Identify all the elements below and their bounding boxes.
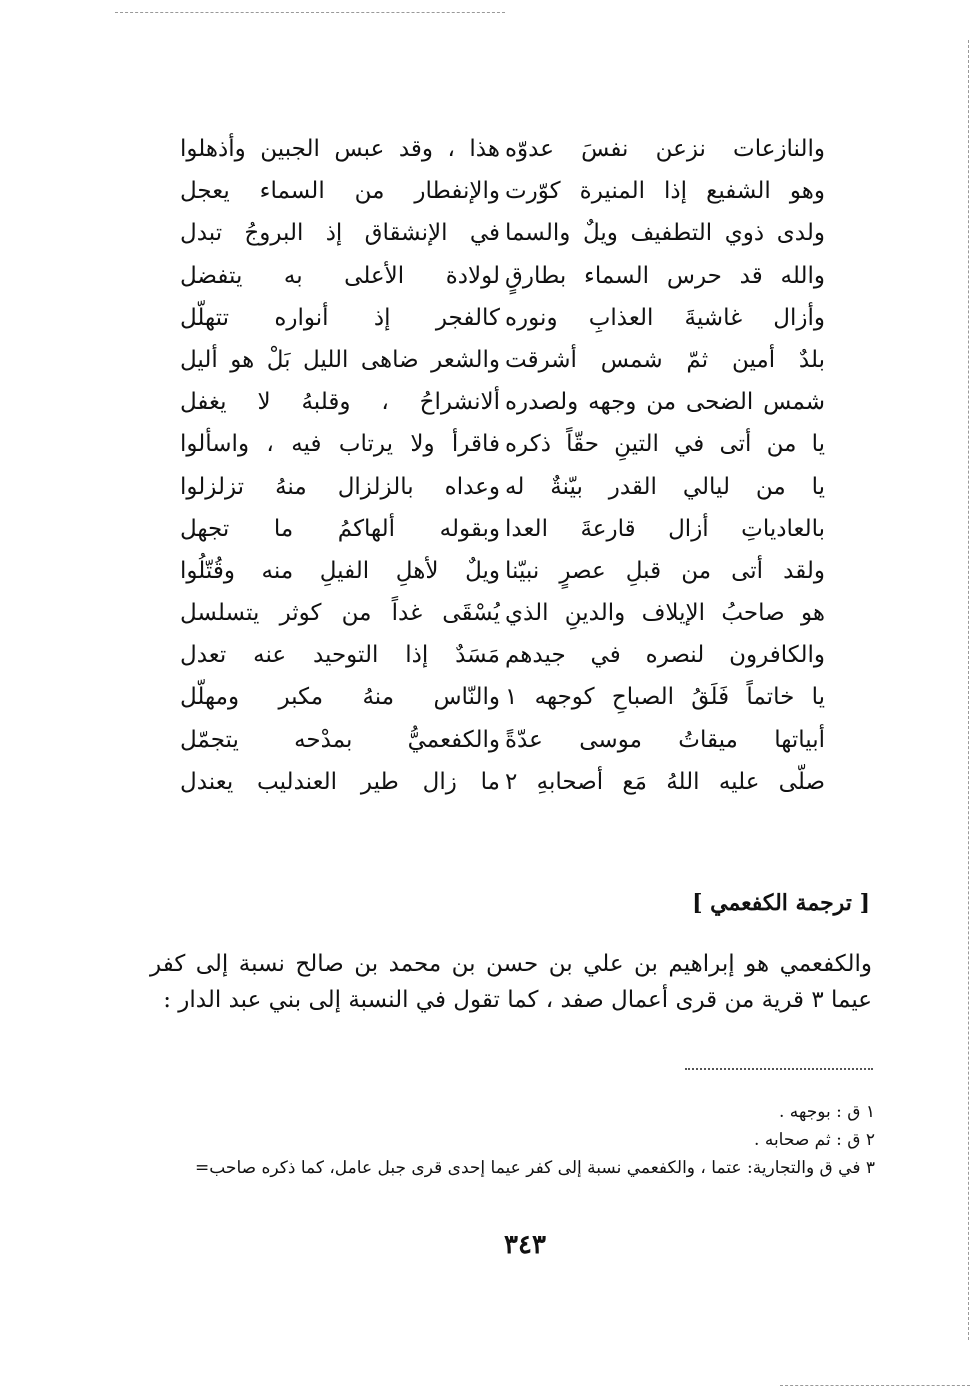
- page-number: ٣٤٣: [504, 1230, 546, 1260]
- verse-hemistich: والشعر ضاهى الليل بَلْ هو أليل: [180, 346, 500, 373]
- verse-hemistich: فاقرأ ولا يرتاب فيه ، واسألوا: [180, 431, 500, 458]
- verse-hemistich: بالعادياتِ أزال قارعةَ العدا: [505, 515, 825, 542]
- verse-hemistich: والله قد حرس السماء بطارقٍ: [505, 262, 825, 289]
- verse-hemistich: ألانشراحُ ، وقلبهُ لا يغفل: [180, 389, 500, 416]
- footnote-separator: [685, 1068, 873, 1070]
- verse-hemistich: بلدٌ أمين ثمّ شمس أشرقت: [505, 346, 825, 373]
- verse-hemistich: صلّى عليه اللهُ مَع أصحابهِ ٢: [505, 768, 825, 795]
- paragraph-line: والكفعمي هو إبراهيم بن علي بن حسن بن محمد بن صالح نسبة إلى كفر: [150, 951, 872, 977]
- scan-edge-right: [968, 40, 969, 1340]
- verse-hemistich: وعداه بالزلزال منهُ تزلزلوا: [180, 473, 500, 500]
- verse-hemistich: يا خاتماً فَلَقُ الصباحِ كوجهه ١: [505, 684, 825, 711]
- footnote: ٣ في ق والتجارية: عتما ، والكفعمي نسبة إلى كفر عيما إحدى قرى جبل عامل، كما ذكره صاحب=: [195, 1158, 875, 1178]
- verse-hemistich: يُسْقَى غداً من كوثر يتسلسل: [180, 600, 500, 627]
- verse-hemistich: أبياتها ميقاتُ موسى عدّةً: [505, 726, 825, 753]
- footnotes: [180, 1098, 875, 1182]
- verse-hemistich: والنازعات نزعن نفسَ عدوّه: [505, 136, 825, 162]
- verse-hemistich: وبقوله ألهاكمُ ما تجهل: [180, 515, 500, 542]
- verse-hemistich: هو صاحبُ الإيلاف والدينِ الذي: [505, 600, 825, 627]
- verse-hemistich: ويلٌ لأهلِ الفيلِ منه وقُتّلُوا: [180, 557, 500, 584]
- paragraph-line: عيما ٣ قرية من قرى أعمال صفد ، كما تقول في النسبة إلى بني عبد الدار :: [163, 987, 872, 1013]
- verse-hemistich: ما زال طير العندليب يعندل: [180, 768, 500, 795]
- scan-edge-top: [115, 12, 505, 13]
- biography-paragraph: [150, 946, 872, 1018]
- footnote: ٢ ق : ثم صحابه .: [754, 1130, 875, 1150]
- verse-hemistich: يا من ليالي القدر بيّنةٌ له: [505, 473, 825, 500]
- verse-hemistich: ولقد أتى من قبلِ عصرٍ نبيّنا: [505, 557, 825, 584]
- verse-hemistich: شمس الضحى من وجهه ولصدره: [505, 389, 825, 416]
- verse-hemistich: والكفعميُّ بمدْحه يتجمّل: [180, 726, 500, 753]
- verse-hemistich: والإنفطار من السماء يعجل: [180, 178, 500, 205]
- verse-hemistich: مَسَدٌ إذا التوحيد عنه تعدل: [180, 642, 500, 669]
- poem-right-column: [505, 128, 825, 803]
- verse-hemistich: لولادة الأعلى به يتفضل: [180, 262, 500, 289]
- verse-hemistich: كالفجر إذ أنواره تتهلّل: [180, 304, 500, 331]
- verse-hemistich: وأزال غاشيةَ العذابِ ونوره: [505, 304, 825, 331]
- verse-hemistich: والنّاس منهُ مكبر ومهلّل: [180, 684, 500, 711]
- verse-hemistich: ولدى ذوي التطفيف ويلٌ والسما: [505, 220, 825, 247]
- footnote: ١ ق : بوجهه .: [778, 1102, 875, 1122]
- poem-left-column: [180, 128, 500, 803]
- verse-hemistich: يا من أتى في التينِ حقّاً ذكره: [505, 431, 825, 458]
- section-heading: [ ترجمة الكفعمي ]: [692, 890, 870, 916]
- verse-hemistich: هذا ، وقد عبس الجبين وأذهلوا: [180, 136, 500, 162]
- verse-hemistich: في الإنشقاق إذ البروجُ تبدل: [180, 220, 500, 247]
- verse-hemistich: والكافرون لنصره في جيدهم: [505, 642, 825, 669]
- scan-edge-bottom: [780, 1385, 970, 1386]
- verse-hemistich: وهو الشفيع إذا المنيرة كوّرت: [505, 178, 825, 205]
